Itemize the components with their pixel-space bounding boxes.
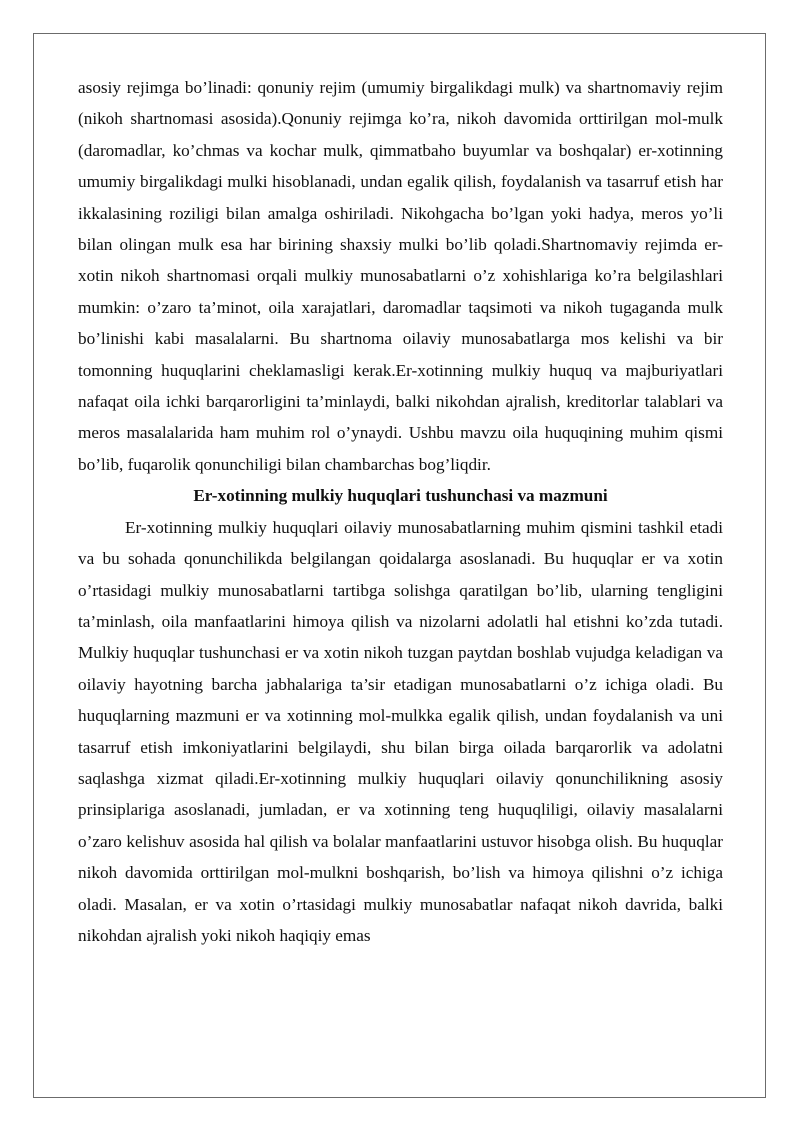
section-heading: Er-xotinning mulkiy huquqlari tushunchasi va mazmuni (193, 486, 608, 506)
body-paragraph: asosiy rejimga bo’linadi: qonuniy rejim (umumiy birgalikdagi mulk) va shartnomaviy rejim (nikoh shartnomasi asosida).Qonuniy rejimga ko’ra, nikoh davomida orttirilgan mol-mulk (daromadlar, ko’chmas va kochar mulk, qimmatbaho buyumlar va boshqalar) er-xotinning umumiy birgalikdagi mulki hisoblanadi, undan egalik qilish, foydalanish va tasarruf etish har ikkalasining roziligi bilan amalga oshiriladi. Nikohgacha bo’lgan yoki hadya, meros yo’li bilan olingan mulk esa har birining shaxsiy mulki bo’lib qoladi.Shartnomaviy rejimda er-xotin nikoh shartnomasi orqali mulkiy munosabatlarni o’z xohishlariga ko’ra belgilashlari mumkin: o’zaro ta’minot, oila xarajatlari, daromadlar taqsimoti va nikoh tugaganda mulk bo’linishi kabi masalalarni. Bu shartnoma oilaviy munosabatlarga mos kelishi va bir tomonning huquqlarini cheklamasligi kerak.Er-xotinning mulkiy huquq va majburiyatlari nafaqat oila ichki barqarorligini ta’minlaydi, balki nikohdan ajralish, kreditorlar talablari va meros masalalarida ham muhim rol o’ynaydi. Ushbu mavzu oila huquqining muhim qismi bo’lib, fuqarolik qonunchiligi bilan chambarchas bog’liqdir. (78, 78, 723, 474)
body-paragraph: Er-xotinning mulkiy huquqlari oilaviy munosabatlarning muhim qismini tashkil etadi va bu sohada qonunchilikda belgilangan qoidalarga asoslanadi. Bu huquqlar er va xotin o’rtasidagi mulkiy munosabatlarni tartibga solishga qaratilgan bo’lib, ularning tengligini ta’minlash, oila manfaatlarini himoya qilish va nizolarni adolatli hal etishni ko’zda tutadi. Mulkiy huquqlar tushunchasi er va xotin nikoh tuzgan paytdan boshlab vujudga keladigan va oilaviy hayotning barcha jabhalariga ta’sir etadigan munosabatlarni o’z ichiga oladi. Bu huquqlarning mazmuni er va xotinning mol-mulkka egalik qilish, undan foydalanish va uni tasarruf etish imkoniyatlarini belgilaydi, shu bilan birga oilada barqarorlik va adolatni saqlashga xizmat qiladi.Er-xotinning mulkiy huquqlari oilaviy qonunchilikning asosiy prinsiplariga asoslanadi, jumladan, er va xotinning teng huquqliligi, oilaviy masalalarni o’zaro kelishuv asosida hal qilish va bolalar manfaatlarini ustuvor hisobga olish. Bu huquqlar nikoh davomida orttirilgan mol-mulkni boshqarish, bo’lish va himoya qilishni o’z ichiga oladi. Masalan, er va xotin o’rtasidagi mulkiy munosabatlar nafaqat nikoh davrida, balki nikohdan ajralish yoki nikoh haqiqiy emas (78, 517, 723, 945)
document-body (78, 72, 723, 951)
